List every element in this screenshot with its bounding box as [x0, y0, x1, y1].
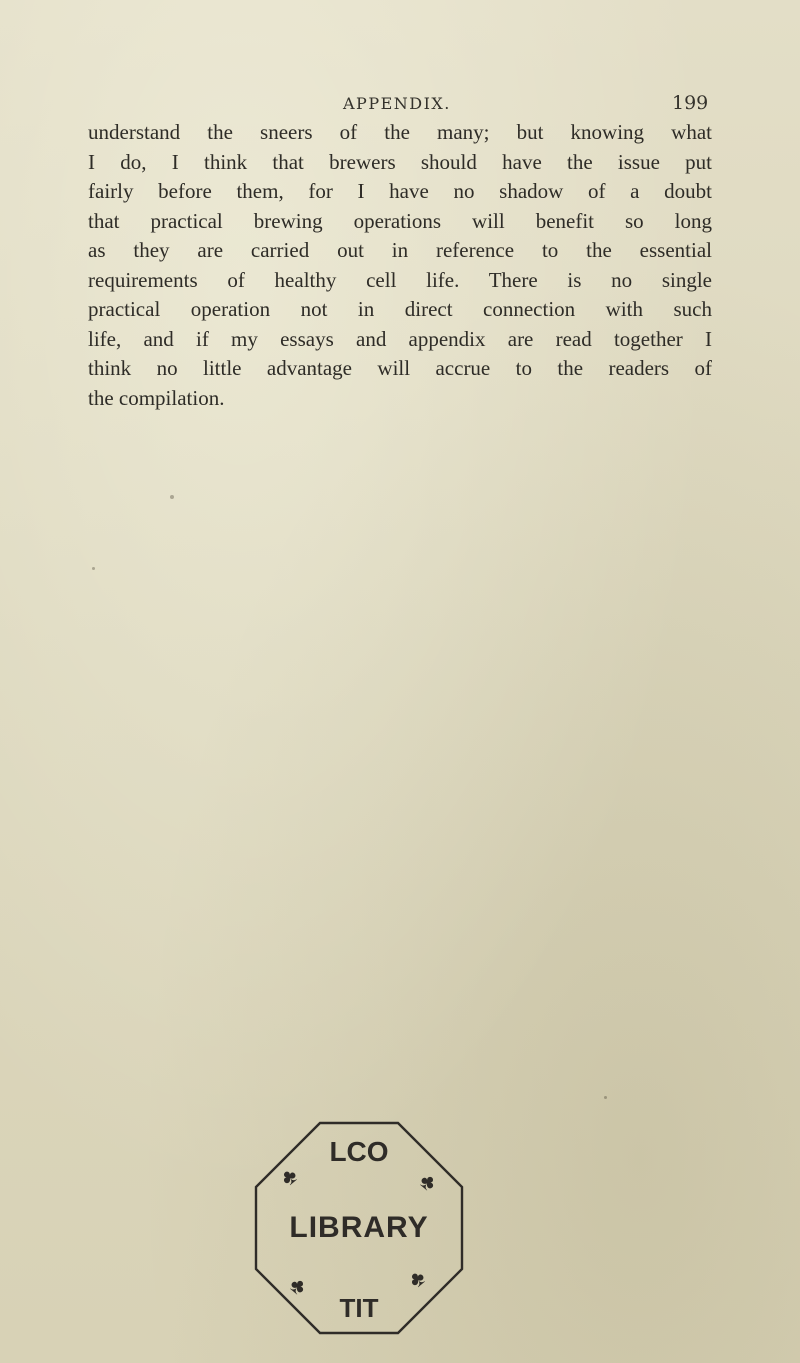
stamp-center-text: LIBRARY — [289, 1211, 429, 1244]
text-line: as they are carried out in reference to the essential — [88, 238, 712, 262]
stamp-top-text: LCO — [329, 1136, 389, 1167]
stamp-mark-left: ♣ — [275, 1162, 303, 1191]
body-paragraph — [88, 118, 712, 413]
paper-speck — [170, 495, 174, 499]
text-line: understand the sneers of the many; but knowing what — [88, 120, 712, 144]
text-line: practical operation not in direct connection with such — [88, 297, 712, 321]
stamp-mark-right: ♣ — [414, 1167, 442, 1197]
text-line: requirements of healthy cell life. There is no single — [88, 267, 712, 292]
paper-speck — [312, 369, 315, 372]
text-line: fairly before them, for I have no shadow of a doubt — [88, 179, 712, 203]
stamp-mark-bottom-left: ♣ — [284, 1271, 312, 1301]
text-line: life, and if my essays and appendix are read together I — [88, 326, 712, 351]
stamp-mark-bottom-right: ♣ — [403, 1264, 431, 1293]
library-stamp — [248, 1117, 470, 1339]
text-line: that practical brewing operations will benefit so long — [88, 208, 712, 233]
paper-speck — [92, 567, 95, 570]
stamp-bottom-text: TIT — [339, 1293, 379, 1323]
text-line: think no little advantage will accrue to the readers of — [88, 356, 712, 380]
page-number: 199 — [672, 92, 709, 114]
paper-speck — [604, 1096, 607, 1099]
running-header: APPENDIX. — [343, 94, 451, 113]
text-line: I do, I think that brewers should have the issue put — [88, 149, 712, 174]
text-line: the compilation. — [88, 385, 225, 410]
